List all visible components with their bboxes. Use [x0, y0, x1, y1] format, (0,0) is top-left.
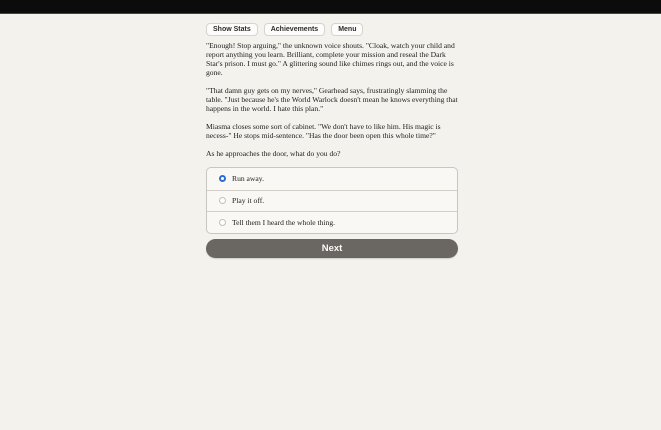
radio-button-icon[interactable]: [219, 175, 226, 182]
show-stats-button[interactable]: Show Stats: [206, 23, 258, 36]
choice-list: [206, 167, 458, 234]
story-paragraph: Miasma closes some sort of cabinet. "We don't have to like him. His magic is necess-" He stops mid-sentence. "Has the door been open this whole time?": [206, 122, 441, 140]
choice-option-play-it-off[interactable]: [207, 190, 457, 212]
next-button[interactable]: Next: [206, 239, 458, 258]
radio-button-icon[interactable]: [219, 219, 226, 226]
story-paragraph: "Enough! Stop arguing," the unknown voice shouts. "Cloak, watch your child and report anything you learn. Brilliant, complete your mission and reseal the Dark Star's prison. I must go." A glittering sound like chimes rings out, and the voice is gone.: [206, 41, 455, 77]
choice-option-label: Run away.: [232, 174, 264, 184]
story-content-column: [206, 14, 458, 258]
story-text: [206, 41, 458, 158]
achievements-button[interactable]: Achievements: [264, 23, 325, 36]
game-nav-bar: [206, 23, 458, 36]
choice-option-tell-them[interactable]: [207, 211, 457, 233]
choice-option-label: Tell them I heard the whole thing.: [232, 217, 336, 227]
radio-button-icon[interactable]: [219, 197, 226, 204]
story-paragraph: "That damn guy gets on my nerves," Gearhead says, frustratingly slamming the table. "Just because he's the World Warlock doesn't mean he knows everything that happens in the world. I hate this plan.": [206, 86, 458, 113]
choice-option-label: Play it off.: [232, 196, 265, 206]
window-top-bar: [0, 0, 661, 14]
choice-option-run-away[interactable]: [207, 168, 457, 190]
story-prompt: As he approaches the door, what do you do?: [206, 149, 341, 158]
menu-button[interactable]: Menu: [331, 23, 363, 36]
